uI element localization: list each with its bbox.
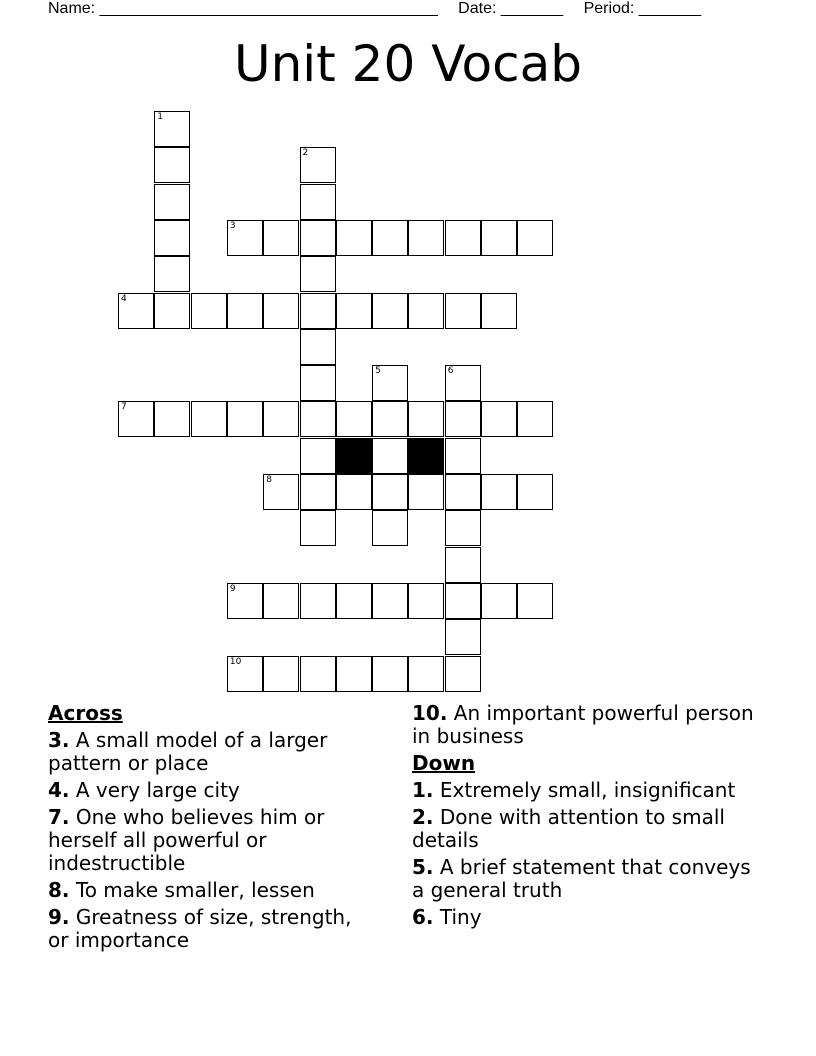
clue-text: An important powerful person in business bbox=[412, 701, 754, 748]
crossword-cell[interactable] bbox=[372, 656, 408, 692]
across-clue-7 bbox=[48, 806, 378, 875]
across-clue-8 bbox=[48, 879, 378, 902]
crossword-cell[interactable] bbox=[154, 220, 190, 256]
crossword-cell[interactable] bbox=[154, 293, 190, 329]
clues-left-column bbox=[48, 702, 378, 956]
crossword-cell[interactable] bbox=[300, 401, 336, 437]
blocked-cell bbox=[336, 438, 372, 474]
crossword-cell[interactable] bbox=[227, 401, 263, 437]
crossword-cell[interactable] bbox=[481, 474, 517, 510]
crossword-cell[interactable] bbox=[263, 656, 299, 692]
crossword-cell[interactable] bbox=[263, 474, 299, 510]
cell-number: 3 bbox=[229, 220, 236, 231]
crossword-cell[interactable] bbox=[481, 401, 517, 437]
crossword-cell[interactable] bbox=[481, 293, 517, 329]
clue-number: 2. bbox=[412, 805, 434, 829]
crossword-cell[interactable] bbox=[445, 293, 481, 329]
crossword-cell[interactable] bbox=[154, 111, 190, 147]
crossword-cell[interactable] bbox=[300, 220, 336, 256]
crossword-cell[interactable] bbox=[481, 220, 517, 256]
cell-number: 10 bbox=[229, 656, 242, 667]
crossword-cell[interactable] bbox=[517, 220, 553, 256]
period-field[interactable]: Period: _______ bbox=[583, 0, 702, 17]
crossword-cell[interactable] bbox=[336, 583, 372, 619]
cell-number: 8 bbox=[266, 475, 272, 485]
crossword-cell[interactable] bbox=[445, 547, 481, 583]
crossword-cell[interactable] bbox=[263, 401, 299, 437]
clue-number: 1. bbox=[412, 778, 434, 802]
crossword-cell[interactable] bbox=[445, 510, 481, 546]
crossword-cell[interactable] bbox=[372, 510, 408, 546]
cell-number: 1 bbox=[157, 112, 164, 122]
clue-text: Tiny bbox=[439, 905, 482, 929]
crossword-cell[interactable] bbox=[154, 147, 190, 183]
crossword-cell[interactable] bbox=[445, 401, 481, 437]
page-title: Unit 20 Vocab bbox=[234, 35, 582, 93]
crossword-cell[interactable] bbox=[372, 293, 408, 329]
crossword-cell[interactable] bbox=[408, 401, 444, 437]
crossword-cell[interactable] bbox=[300, 656, 336, 692]
clue-text: A brief statement that conveys a general truth bbox=[412, 855, 751, 902]
crossword-cell[interactable] bbox=[300, 365, 336, 401]
crossword-cell[interactable] bbox=[517, 583, 553, 619]
crossword-cell[interactable] bbox=[154, 401, 190, 437]
crossword-cell[interactable] bbox=[300, 293, 336, 329]
crossword-cell[interactable] bbox=[445, 365, 481, 401]
crossword-cell[interactable] bbox=[300, 438, 336, 474]
crossword-cell[interactable] bbox=[300, 583, 336, 619]
clue-text: Greatness of size, strength, or importance bbox=[48, 905, 352, 952]
crossword-cell[interactable] bbox=[372, 220, 408, 256]
crossword-cell[interactable] bbox=[154, 184, 190, 220]
crossword-cell[interactable] bbox=[336, 656, 372, 692]
crossword-cell[interactable] bbox=[408, 474, 444, 510]
cell-number: 6 bbox=[447, 366, 454, 377]
clue-number: 3. bbox=[48, 728, 70, 752]
crossword-cell[interactable] bbox=[300, 510, 336, 546]
clue-text: Done with attention to small details bbox=[412, 805, 725, 852]
cell-number: 7 bbox=[121, 402, 127, 413]
across-clue-10 bbox=[412, 702, 757, 748]
crossword-cell[interactable] bbox=[300, 256, 336, 292]
crossword-cell[interactable] bbox=[481, 583, 517, 619]
crossword-cell[interactable] bbox=[300, 474, 336, 510]
clue-number: 8. bbox=[48, 878, 70, 902]
down-clue-5 bbox=[412, 856, 757, 902]
crossword-cell[interactable] bbox=[263, 293, 299, 329]
clue-number: 6. bbox=[412, 905, 434, 929]
crossword-cell[interactable] bbox=[408, 293, 444, 329]
across-heading: Across bbox=[48, 701, 123, 725]
across-clue-9 bbox=[48, 906, 378, 952]
crossword-cell[interactable] bbox=[336, 220, 372, 256]
crossword-cell[interactable] bbox=[263, 220, 299, 256]
across-clue-3 bbox=[48, 729, 378, 775]
crossword-cell[interactable] bbox=[517, 401, 553, 437]
crossword-cell[interactable] bbox=[336, 474, 372, 510]
name-field[interactable]: Name: ______________________________________ bbox=[48, 0, 438, 17]
crossword-cell[interactable] bbox=[227, 583, 263, 619]
cell-number: 5 bbox=[375, 366, 381, 377]
down-clue-6 bbox=[412, 906, 757, 929]
clue-number: 7. bbox=[48, 805, 70, 829]
crossword-cell[interactable] bbox=[336, 401, 372, 437]
crossword-cell[interactable] bbox=[445, 438, 481, 474]
crossword-cell[interactable] bbox=[445, 220, 481, 256]
clue-number: 5. bbox=[412, 855, 434, 879]
crossword-cell[interactable] bbox=[445, 656, 481, 692]
crossword-cell[interactable] bbox=[154, 256, 190, 292]
crossword-cell[interactable] bbox=[445, 583, 481, 619]
clue-number: 10. bbox=[412, 701, 448, 725]
blocked-cell bbox=[408, 438, 444, 474]
cell-number: 2 bbox=[302, 148, 309, 159]
crossword-cell[interactable] bbox=[408, 583, 444, 619]
crossword-cell[interactable] bbox=[372, 438, 408, 474]
crossword-cell[interactable] bbox=[445, 619, 481, 655]
down-heading: Down bbox=[412, 751, 476, 775]
crossword-cell[interactable] bbox=[372, 583, 408, 619]
crossword-cell[interactable] bbox=[118, 293, 154, 329]
clue-text: Extremely small, insignificant bbox=[439, 778, 736, 802]
crossword-cell[interactable] bbox=[191, 293, 227, 329]
crossword-cell[interactable] bbox=[445, 474, 481, 510]
crossword-cell[interactable] bbox=[227, 293, 263, 329]
crossword-cell[interactable] bbox=[227, 220, 263, 256]
across-clue-4 bbox=[48, 779, 378, 802]
crossword-cell[interactable] bbox=[118, 401, 154, 437]
crossword-cell[interactable] bbox=[372, 401, 408, 437]
crossword-cell[interactable] bbox=[191, 401, 227, 437]
date-field[interactable]: Date: _______ bbox=[458, 0, 564, 17]
crossword-cell[interactable] bbox=[517, 474, 553, 510]
crossword-cell[interactable] bbox=[408, 656, 444, 692]
crossword-cell[interactable] bbox=[372, 365, 408, 401]
crossword-cell[interactable] bbox=[336, 293, 372, 329]
crossword-cell[interactable] bbox=[408, 220, 444, 256]
crossword-cell[interactable] bbox=[300, 329, 336, 365]
crossword-cell[interactable] bbox=[300, 147, 336, 183]
cell-number: 9 bbox=[229, 583, 236, 594]
down-clue-2 bbox=[412, 806, 757, 852]
crossword-cell[interactable] bbox=[300, 184, 336, 220]
clue-text: One who believes him or herself all powerful or indestructible bbox=[48, 805, 325, 875]
clue-number: 4. bbox=[48, 778, 70, 802]
cell-number: 4 bbox=[121, 293, 127, 304]
clue-text: To make smaller, lessen bbox=[75, 878, 315, 902]
down-clue-1 bbox=[412, 779, 757, 802]
clue-text: A very large city bbox=[75, 778, 240, 802]
clue-text: A small model of a larger pattern or place bbox=[48, 728, 328, 775]
clues-right-column bbox=[412, 702, 757, 933]
clue-number: 9. bbox=[48, 905, 70, 929]
crossword-cell[interactable] bbox=[227, 656, 263, 692]
crossword-cell[interactable] bbox=[372, 474, 408, 510]
crossword-cell[interactable] bbox=[263, 583, 299, 619]
